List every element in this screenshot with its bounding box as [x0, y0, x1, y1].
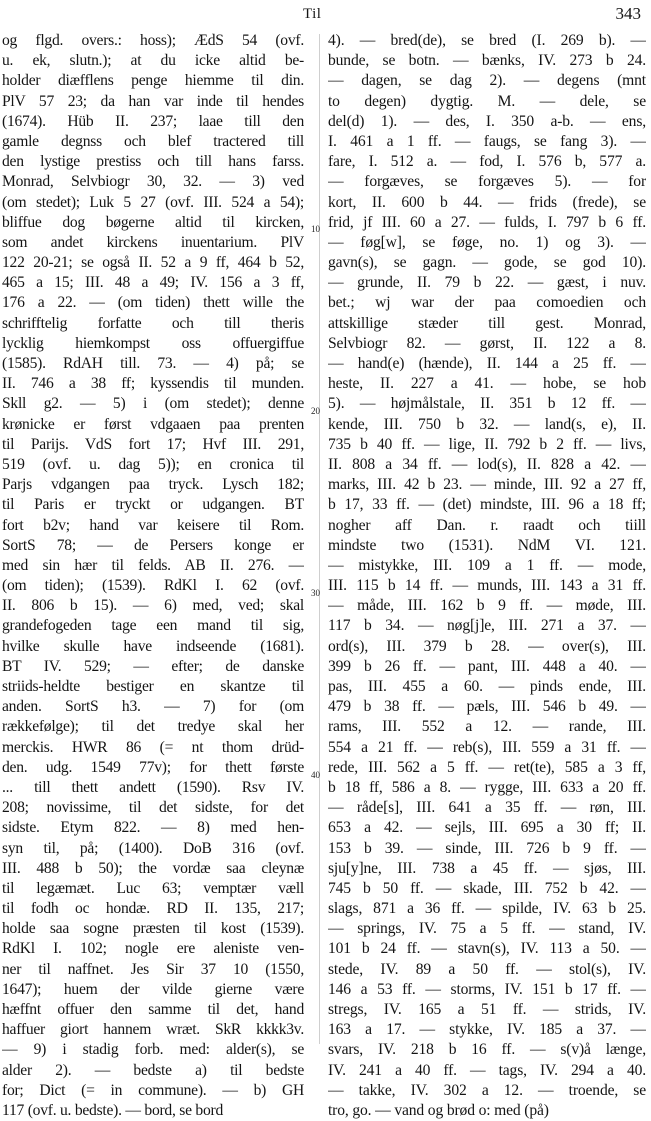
text-line: til Parijs. VdS fort 17; Hvf III. 291,	[2, 435, 304, 453]
text-line: — mistykke, III. 109 a 1 ff. — mode,	[328, 556, 646, 574]
text-line: rækkefølge); til det tredye skal her	[2, 718, 304, 736]
text-line: kort, II. 600 b 44. — frids (frede), se	[328, 193, 646, 211]
text-line: krønicke er først vdgaaen paa prenten	[2, 415, 304, 433]
text-line: 554 a 21 ff. — reb(s), III. 559 a 31 ff. —	[328, 738, 646, 756]
text-line: del(d) 1). — des, I. 350 a-b. — ens,	[328, 112, 646, 130]
text-line: rede, III. 562 a 5 ff. — ret(te), 585 a 3 ff,	[328, 758, 646, 776]
text-line: 101 b 24 ff. — stavn(s), IV. 113 a 50. —	[328, 940, 646, 958]
text-line: 117 b 34. — nøg[j]e, III. 271 a 37. —	[328, 617, 646, 635]
text-line: striids-heldte bestiger en skantze til	[2, 678, 304, 695]
text-line: to degen) dygtig. M. — dele, se	[328, 92, 646, 110]
text-line: 146 a 53 ff. — storms, IV. 151 b 17 ff. —	[328, 980, 646, 998]
text-line: heste, II. 227 a 41. — hobe, se hob	[328, 375, 646, 393]
text-line: — forgæves, se forgæves 5). — for	[328, 173, 646, 191]
text-line: hvilke skulle have indseende (1681).	[2, 637, 304, 655]
text-line: svars, IV. 218 b 16 ff. — s(v)å længe,	[328, 1041, 646, 1059]
text-line: Selvbiogr 82. — gørst, II. 122 a 8.	[328, 334, 646, 352]
text-line: schrifftelig forfatte och till theris	[2, 314, 304, 332]
text-line: gavn(s), se gagn. — gode, se god 10).	[328, 254, 646, 272]
text-line: holde saa sogne præsten til kost (1539).	[2, 920, 304, 938]
text-line: 117 (ovf. u. bedste). — bord, se bord	[2, 1101, 224, 1119]
text-line: II. 806 b 15). — 6) med, ved; skal	[2, 597, 304, 615]
text-line: III. 115 b 14 ff. — munds, III. 143 a 31 ff.	[328, 577, 646, 595]
line-number-marker: 40	[311, 770, 320, 780]
text-line: bliffue dog bøgerne altid til kircken,	[2, 213, 304, 231]
text-line: mindste two (1531). NdM VI. 121.	[328, 536, 646, 554]
text-line: fare, I. 512 a. — fod, I. 576 b, 577 a.	[328, 153, 646, 171]
text-line: syn til, på; (1400). DoB 316 (ovf.	[2, 839, 304, 857]
column-divider	[319, 34, 320, 1044]
text-line: rams, III. 552 a 12. — rande, III.	[328, 718, 646, 736]
text-line: IV. 241 a 40 ff. — tags, IV. 294 a 40.	[328, 1061, 646, 1079]
line-number-marker: 30	[311, 588, 320, 598]
text-line: tro, go. — vand og brød o: med (på)	[328, 1101, 549, 1119]
text-line: ord(s), III. 379 b 28. — over(s), III.	[328, 637, 646, 655]
text-line: 465 a 15; III. 48 a 49; IV. 156 a 3 ff,	[2, 274, 304, 292]
text-line: 1647); huem der vilde gierne være	[2, 980, 304, 998]
text-line: stregs, IV. 165 a 51 ff. — strids, IV.	[328, 1001, 646, 1018]
text-line: — råde[s], III. 641 a 35 ff. — røn, III.	[328, 799, 646, 817]
text-line: (om stedet); Luk 5 27 (ovf. III. 524 a 54);	[2, 193, 304, 211]
text-line: gamle degnss och blef tractered till	[2, 132, 304, 150]
text-line: 5). — højmålstale, II. 351 b 12 ff. —	[328, 395, 646, 413]
text-line: bet.; wj war der paa comoedien och	[328, 294, 646, 312]
text-line: holder diæfflens penge hiemme til din.	[2, 72, 304, 90]
text-line: (om tiden); (1539). RdKl I. 62 (ovf.	[2, 577, 304, 595]
text-line: b 18 ff, 586 a 8. — rygge, III. 633 a 20 ff.	[328, 778, 646, 796]
text-line: den. udg. 1549 77v); for thett første	[2, 758, 304, 776]
text-line: I. 461 a 1 ff. — faugs, se fang 3). —	[328, 132, 646, 150]
text-line: til legæmæt. Luc 63; vemptær væll	[2, 879, 304, 897]
text-line: 208; novissime, til det sidste, for det	[2, 799, 304, 817]
text-line: u. ek, slutn.); at du icke altid be-	[2, 52, 304, 70]
text-line: (1674). Hüb II. 237; laae till den	[2, 112, 304, 130]
text-line: 399 b 26 ff. — pant, III. 448 a 40. —	[328, 657, 646, 675]
text-line: ner til naffnet. Jes Sir 37 10 (1550,	[2, 960, 304, 978]
text-line: til fodh oc hondæ. RD II. 135, 217;	[2, 900, 304, 918]
text-line: — takke, IV. 302 a 12. — troende, se	[328, 1081, 646, 1099]
text-line: den lystige prestiss och till hans farss.	[2, 153, 304, 171]
text-line: merckis. HWR 86 (= nt thom drüd-	[2, 738, 304, 756]
text-line: PlV 57 23; da han var inde til hendes	[2, 92, 304, 110]
text-line: 163 a 17. — stykke, IV. 185 a 37. —	[328, 1021, 646, 1039]
text-line: 735 b 40 ff. — lige, II. 792 b 2 ff. — livs,	[328, 435, 646, 453]
text-line: sju[y]ne, III. 738 a 45 ff. — sjøs, III.	[328, 859, 646, 877]
text-line: 122 20-21; se også II. 52 a 9 ff, 464 b 52,	[2, 254, 304, 272]
text-line: Skll g2. — 5) i (om stedet); denne	[2, 395, 304, 413]
text-line: fort b2v; hand var keisere til Rom.	[2, 516, 304, 534]
text-line: 176 a 22. — (om tiden) thett wille the	[2, 294, 304, 312]
text-line: 653 a 42. — sejls, III. 695 a 30 ff; II.	[328, 819, 646, 837]
text-line: lycklig hiemkompst oss offuergiffue	[2, 334, 304, 352]
text-line: — hand(e) (hænde), II. 144 a 25 ff. —	[328, 355, 646, 372]
text-line: — måde, III. 162 b 9 ff. — møde, III.	[328, 597, 646, 615]
text-line: og flgd. overs.: hoss); ÆdS 54 (ovf.	[2, 32, 304, 49]
text-line: 153 b 39. — sinde, III. 726 b 9 ff. —	[328, 839, 646, 857]
text-line: 745 b 50 ff. — skade, III. 752 b 42. —	[328, 879, 646, 897]
text-line: RdKl I. 102; nogle ere aleniste ven-	[2, 940, 304, 958]
right-text-column	[328, 31, 646, 1121]
text-line: haffuer giort hannem wræt. SkR kkkk3v.	[2, 1021, 304, 1039]
page-header	[0, 4, 651, 26]
text-line: SortS 78; — de Persers konge er	[2, 536, 304, 554]
text-line: for; Dict (= in commune). — b) GH	[2, 1081, 304, 1099]
page-number: 343	[615, 4, 641, 23]
text-line: bunde, se botn. — bænks, IV. 273 b 24.	[328, 52, 646, 70]
text-line: hæffnt offuer den samme til det, hand	[2, 1001, 304, 1018]
text-line: — dagen, se dag 2). — degens (mnt	[328, 72, 646, 90]
text-line: Parjs vdgangen paa tryck. Lysch 182;	[2, 476, 304, 494]
line-number-marker: 20	[311, 406, 320, 416]
text-line: — grunde, II. 79 b 22. — gæst, i nuv.	[328, 274, 646, 292]
text-line: frid, jf III. 60 a 27. — fulds, I. 797 b 6 ff.	[328, 213, 646, 231]
text-line: 519 (ovf. u. dag 5)); en cronica til	[2, 455, 304, 473]
text-line: — 9) i stadig forb. med: alder(s), se	[2, 1041, 304, 1059]
text-line: BT IV. 529; — efter; de danske	[2, 657, 304, 675]
line-number-marker: 10	[311, 224, 320, 234]
text-line: 479 b 38 ff. — pæls, III. 546 b 49. —	[328, 698, 646, 716]
text-line: til Paris er tryckt or udgangen. BT	[2, 496, 304, 514]
text-line: — føg[w], se føge, no. 1) og 3). —	[328, 233, 646, 251]
text-line: stede, IV. 89 a 50 ff. — stol(s), IV.	[328, 960, 646, 978]
text-line: som andet kirckens inuentarium. PlV	[2, 233, 304, 251]
text-line: b 17, 33 ff. — (det) mindste, III. 96 a 18 ff;	[328, 496, 646, 514]
text-line: kende, III. 750 b 32. — land(s, e), II.	[328, 415, 646, 433]
text-line: sidste. Etym 822. — 8) med hen-	[2, 819, 304, 837]
text-line: slags, 871 a 36 ff. — spilde, IV. 63 b 25.	[328, 900, 646, 918]
text-line: — springs, IV. 75 a 5 ff. — stand, IV.	[328, 920, 646, 938]
text-line: 4). — bred(de), se bred (I. 269 b). —	[328, 32, 646, 49]
text-line: Monrad, Selvbiogr 30, 32. — 3) ved	[2, 173, 304, 191]
text-line: (1585). RdAH till. 73. — 4) på; se	[2, 355, 304, 372]
text-line: med sin hær til felds. AB II. 276. —	[2, 556, 304, 574]
text-line: alder 2). — bedste a) til bedste	[2, 1061, 304, 1079]
text-line: pas, III. 455 a 60. — pinds ende, III.	[328, 678, 646, 695]
text-line: ... till thett andett (1590). Rsv IV.	[2, 778, 304, 796]
text-line: II. 746 a 38 ff; kyssendis til munden.	[2, 375, 304, 393]
text-line: III. 488 b 50); the vordæ saa cleynæ	[2, 859, 304, 877]
text-line: attskillige stæder till gest. Monrad,	[328, 314, 646, 332]
text-line: grandefogeden tage een mand til sig,	[2, 617, 304, 635]
running-head-word: Til	[303, 6, 322, 22]
text-line: II. 808 a 34 ff. — lod(s), II. 828 a 42. —	[328, 455, 646, 473]
text-line: marks, III. 42 b 23. — minde, III. 92 a 27 ff,	[328, 476, 646, 494]
text-line: nogher aff Dan. r. raadt och tiill	[328, 516, 646, 534]
text-line: anden. SortS h3. — 7) for (om	[2, 698, 304, 716]
left-text-column	[2, 31, 304, 1121]
